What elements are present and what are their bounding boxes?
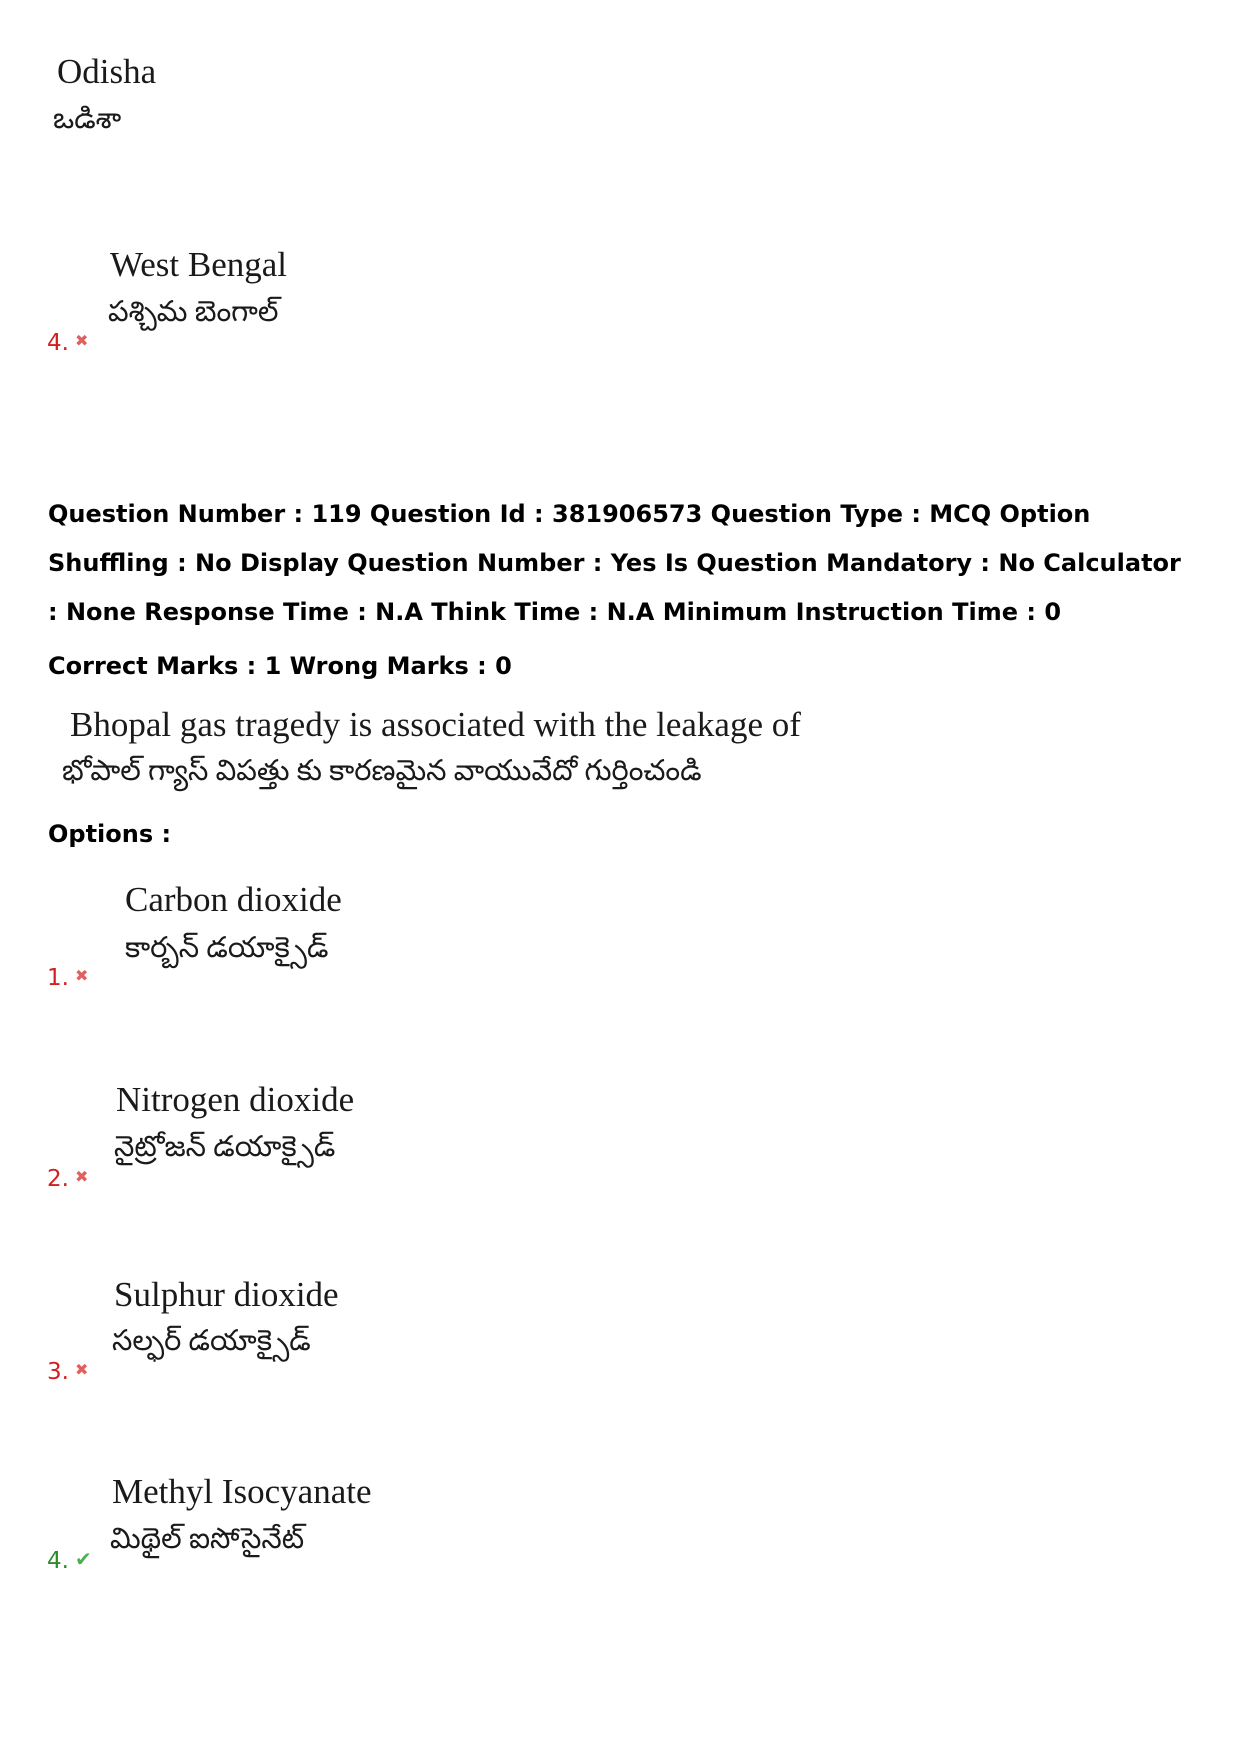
prev-option3-telugu: ఒడిశా: [53, 103, 122, 135]
option4-english: Methyl Isocyanate: [112, 1472, 372, 1511]
option2-english: Nitrogen dioxide: [116, 1080, 355, 1119]
option3-label: [47, 1359, 88, 1385]
option4-label: [47, 1548, 92, 1574]
question-meta: Question Number : 119 Question Id : 381906573 Question Type : MCQ Option Shuffling : No Display Question Number : Yes Is Question Mandatory : No Calculator : None Response Time : N.A Think Time : N.A Minimum Instruction Time : 0: [48, 500, 1181, 626]
marks-line: Correct Marks : 1 Wrong Marks : 0: [48, 652, 512, 680]
prev-option4-label: [47, 330, 88, 356]
option1-english: Carbon dioxide: [125, 880, 342, 919]
wrong-mark-icon: ✖: [74, 1167, 89, 1186]
wrong-mark-icon: ✖: [74, 331, 89, 350]
question-text-telugu: భోపాల్ గ్యాస్ విపత్తు కు కారణమైన వాయువేదో గుర్తించండి: [62, 755, 702, 787]
option3-english: Sulphur dioxide: [114, 1275, 339, 1314]
option2-number: 2.: [47, 1166, 69, 1192]
option4-number: 4.: [47, 1548, 69, 1574]
option2-label: [47, 1166, 88, 1192]
question-text-english: Bhopal gas tragedy is associated with the leakage of: [70, 705, 801, 744]
option2-telugu: నైట్రోజన్ డయాక్సైడ్: [114, 1131, 336, 1163]
option1-number: 1.: [47, 965, 69, 991]
correct-check-icon: ✔: [74, 1547, 92, 1571]
prev-option4-telugu: పశ్చిమ బెంగాల్: [108, 296, 279, 328]
option1-telugu: కార్బన్ డయాక్సైడ్: [125, 932, 329, 964]
wrong-mark-icon: ✖: [74, 966, 89, 985]
option3-telugu: సల్ఫర్ డయాక్సైడ్: [112, 1325, 311, 1357]
option1-label: [47, 965, 88, 991]
options-label: Options :: [48, 820, 172, 848]
wrong-mark-icon: ✖: [74, 1360, 89, 1379]
prev-option4-number: 4.: [47, 330, 69, 356]
option3-number: 3.: [47, 1359, 69, 1385]
prev-option3-english: Odisha: [57, 52, 157, 91]
prev-option4-english: West Bengal: [110, 245, 287, 284]
option4-telugu: మిథైల్ ఐసోసైనేట్: [110, 1523, 305, 1555]
